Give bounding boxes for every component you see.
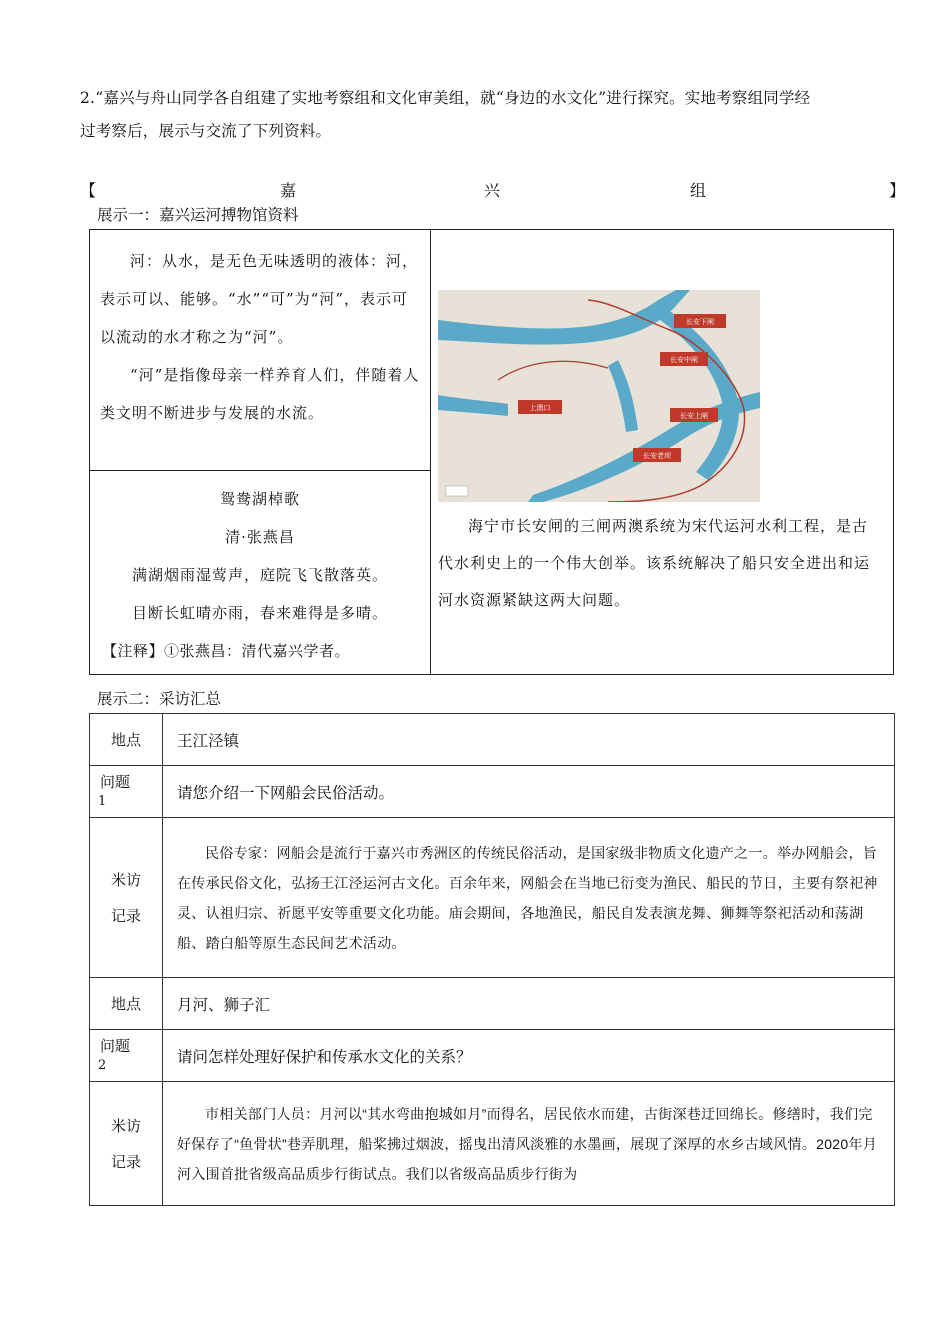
poem-note: 【注释】①张燕昌：清代嘉兴学者。 — [102, 642, 351, 660]
row-key-a: 问题 — [100, 1036, 131, 1055]
map-label-5: 长安老坝 — [643, 452, 671, 460]
museum-materials-box — [89, 229, 894, 675]
he-paragraph-1: 河：从水，是无色无味透明的液体：河，表示可以、能够。“水”“可”为“河”，表示可以流动的水才称之为“河”。 — [100, 252, 419, 346]
display1-label: 展示一：嘉兴运河搏物馆资料 — [97, 206, 299, 224]
poem-block — [90, 480, 430, 670]
row-key-a: 米访 — [110, 870, 141, 889]
intro-line-1: 2.“嘉兴与舟山同学各自组建了实地考察组和文化审美组，就“身边的水文化”进行探究。实地考察组同学经 — [80, 89, 811, 107]
bracket-left: 【 — [80, 181, 97, 200]
column-divider — [430, 230, 431, 674]
row-value: 月河、狮子汇 — [163, 978, 895, 1030]
group-title-char-1: 嘉 — [280, 181, 297, 200]
row-key — [90, 766, 163, 818]
group-title-char-3: 组 — [690, 181, 707, 200]
row-value: 市相关部门人员：月河以“其水弯曲抱城如月”而得名，居民依水而建，古街深巷迂回绵长。修缮时，我们完好保存了“鱼骨状”巷弄肌理，船桨拂过烟波，摇曳出清风淡雅的水墨画，展现了深厚的水乡古域风情。2020年月河入围首批省级高品质步行街试点。我们以省级高品质步行街为 — [163, 1082, 895, 1206]
map-label-1: 长安下闸 — [686, 318, 714, 326]
map-caption-line-1: 海宁市长安闸的三闸两澳系统为宋代运河水利工程，是古 — [468, 517, 869, 535]
row-key — [90, 1082, 163, 1206]
table-row — [90, 1082, 895, 1206]
row-value: 王江泾镇 — [163, 714, 895, 766]
row-key-b: 记录 — [110, 906, 141, 925]
row-divider — [90, 470, 430, 471]
table-row — [90, 978, 895, 1030]
row-value: 请您介绍一下网船会民俗活动。 — [163, 766, 895, 818]
table-row — [90, 714, 895, 766]
row-key — [90, 818, 163, 978]
poem-line-1: 满湖烟雨湿莺声，庭院飞飞散落英。 — [131, 566, 388, 584]
row-key-a: 问题 — [100, 772, 131, 791]
display2-label: 展示二：采访汇总 — [97, 690, 222, 708]
map-scale-icon — [446, 486, 468, 496]
he-paragraph-2: “河”是指像母亲一样养育人们，伴随着人类文明不断进步与发展的水流。 — [100, 366, 420, 422]
row-key-b: 记录 — [110, 1152, 141, 1171]
poem-line-2: 目断长虹晴亦雨，春来难得是多晴。 — [131, 604, 388, 622]
bracket-right: 】 — [888, 181, 905, 200]
row-key — [90, 1030, 163, 1082]
intro-paragraph — [80, 82, 900, 148]
row-value: 请问怎样处理好保护和传承水文化的关系？ — [163, 1030, 895, 1082]
row-key-a: 米访 — [110, 1116, 141, 1135]
map-label-3: 上澳口 — [529, 404, 551, 412]
map-caption-line-3: 河水资源紧缺这两大问题。 — [438, 591, 631, 609]
group-title — [80, 178, 905, 204]
row-key: 地点 — [90, 714, 163, 766]
row-key-b: 1 — [98, 793, 107, 809]
canal-map-image — [438, 290, 760, 502]
map-caption — [438, 508, 888, 619]
row-value: 民俗专家：网船会是流行于嘉兴市秀洲区的传统民俗活动，是国家级非物质文化遗产之一。举办网船会，旨在传承民俗文化，弘扬王江泾运河古文化。百余年来，网船会在当地已衍变为渔民、船民的节日，主要有祭祀神灵、认祖归宗、祈愿平安等重要文化功能。庙会期间，各地渔民，船民自发表演龙舞、狮舞等祭祀活动和荡湖船、踏白船等原生态民间艺术活动。 — [163, 818, 895, 978]
poem-author: 清·张燕昌 — [225, 528, 295, 546]
table-row — [90, 818, 895, 978]
map-caption-line-2: 代水利史上的一个伟大创举。该系统解决了船只安全进出和运 — [438, 554, 871, 572]
group-title-char-2: 兴 — [484, 181, 501, 200]
map-label-2: 长安中闸 — [670, 356, 698, 364]
canal-map-svg — [438, 290, 760, 502]
row-key: 地点 — [90, 978, 163, 1030]
table-row — [90, 1030, 895, 1082]
table-row — [90, 766, 895, 818]
row-key-b: 2 — [98, 1057, 107, 1073]
intro-line-2: 过考察后，展示与交流了下列资料。 — [80, 122, 332, 140]
poem-title: 鸳鸯湖棹歌 — [219, 490, 300, 508]
map-label-4: 长安上闸 — [680, 412, 708, 420]
he-definition — [100, 242, 422, 432]
interview-table — [89, 713, 895, 1206]
